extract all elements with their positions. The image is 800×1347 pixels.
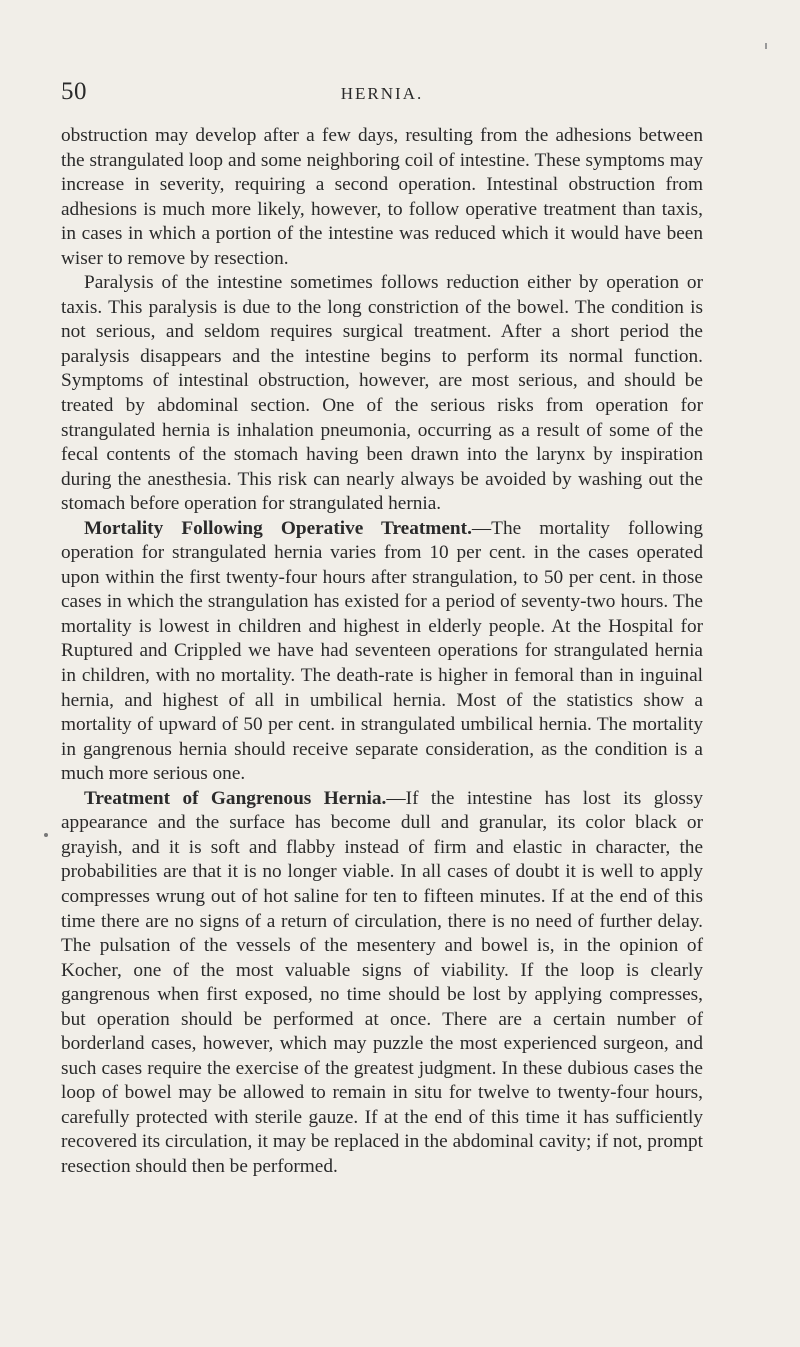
corner-speck [765,43,767,49]
paragraph-text: Paralysis of the intestine sometimes follows reduction either by operation or taxis. This paralysis is due to the long constriction of the bowel. The condition is not serious, and seldom requires surgical treatment. After a short period the paralysis disappears and the intestine begins to perform its normal function. Symptoms of intestinal obstruction, however, are most serious, and should be treated by abdominal section. One of the serious risks from operation for strangulated hernia is inhalation pneumonia, occurring as a result of some of the fecal contents of the stomach having been drawn into the larynx by inspiration during the anesthesia. This risk can nearly always be avoided by washing out the stomach before operation for strangulated hernia. [61,272,703,515]
paragraph-text: —The mortality following operation for strangulated hernia varies from 10 per cent. in the cases operated upon within the first twenty-four hours after strangulation, to 50 per cent. in those cases in which the strangulation has existed for a period of seventy-two hours. The mortality is lowest in children and highest in elderly people. At the Hospital for Ruptured and Crippled we have had seventeen operations for strangulated hernia in children, with no mortality. The death-rate is higher in femoral than in inguinal hernia, and highest of all in umbilical hernia. Most of the statistics show a mortality of upward of 50 per cent. in strangulated umbilical hernia. The mortality in gangrenous hernia should receive separate consideration, as the condition is a much more serious one. [61,517,704,785]
margin-dot [44,833,48,837]
running-head: HERNIA. [340,84,424,103]
page-header [61,78,703,108]
section-heading-mortality: Mortality Following Operative Treatment. [84,517,472,539]
paragraph-paralysis [61,271,703,516]
body-text [61,124,703,1180]
paragraph-text: obstruction may develop after a few days, resulting from the adhesions between the strangulated loop and some neighboring coil of intestine. These symptoms may increase in severity, requiring a second operation. Intestinal obstruction from adhesions is much more likely, however, to follow operative treatment than taxis, in cases in which a portion of the intestine was reduced which it would have been wiser to remove by resection. [61,125,703,269]
paragraph-mortality [61,517,703,787]
paragraph-obstruction [61,124,703,271]
section-heading-gangrenous: Treatment of Gangrenous Hernia. [84,787,387,809]
paragraph-gangrenous [61,787,703,1180]
paragraph-text: —If the intestine has lost its glossy appearance and the surface has become dull and granular, its color black or grayish, and it is soft and flabby instead of firm and elastic in character, the probabilities are that it is no longer viable. In all cases of doubt it is well to apply compresses wrung out of hot saline for ten to fifteen minutes. If at the end of this time there are no signs of a return of circulation, there is no need of further delay. The pulsation of the vessels of the mesentery and bowel is, in the opinion of Kocher, one of the most valuable signs of viability. If the loop is clearly gangrenous when first exposed, no time should be lost by applying compresses, but operation should be performed at once. There are a certain number of borderland cases, however, which may puzzle the most experienced surgeon, and such cases require the exercise of the greatest judgment. In these dubious cases the loop of bowel may be allowed to remain in situ for twelve to twenty-four hours, carefully protected with sterile gauze. If at the end of this time it has sufficiently recovered its circulation, it may be replaced in the abdominal cavity; if not, prompt resection should then be performed. [61,787,703,1177]
page-number: 50 [61,78,87,105]
